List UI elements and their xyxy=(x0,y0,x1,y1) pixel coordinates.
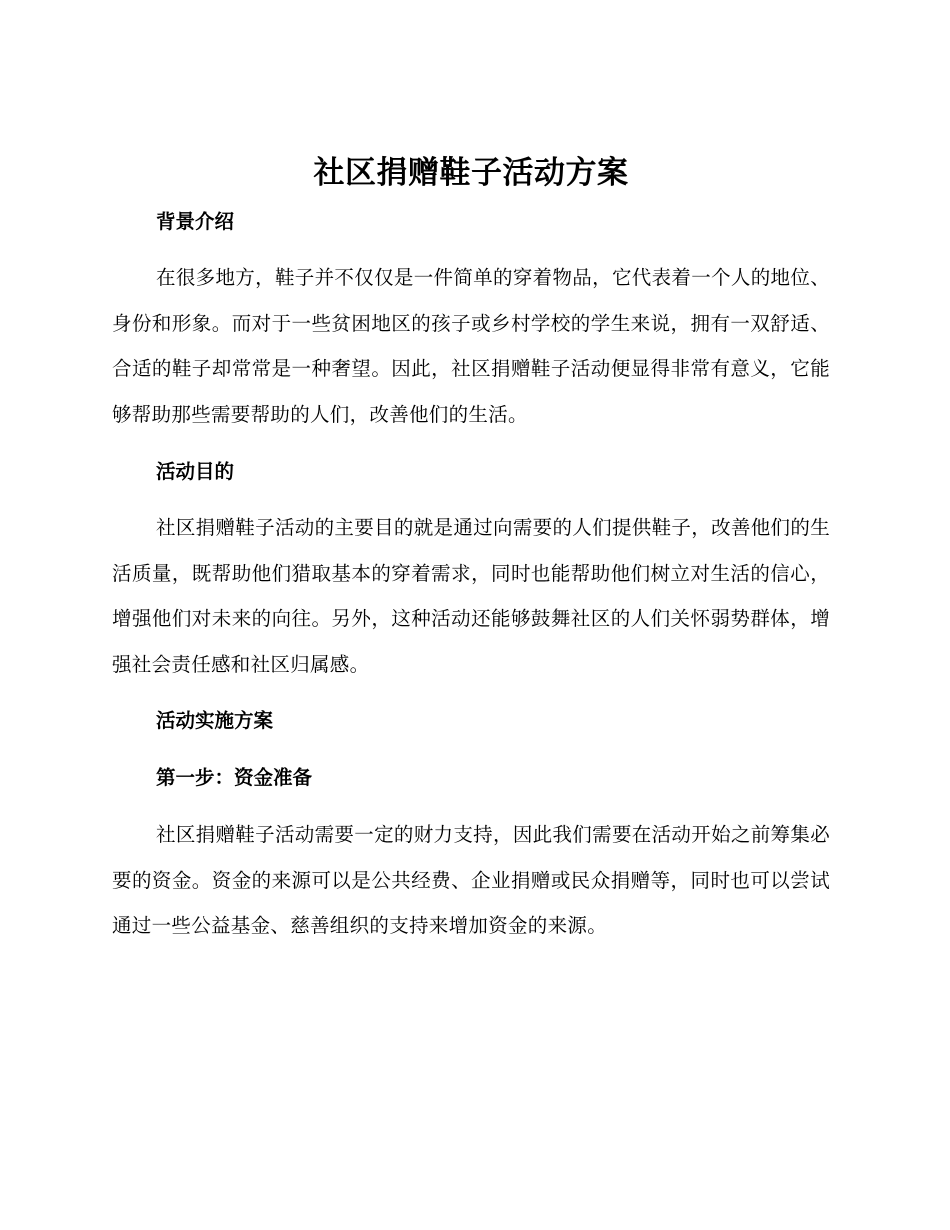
subsection-heading-step1: 第一步：资金准备 xyxy=(156,766,313,789)
paragraph-goal: 社区捐赠鞋子活动的主要目的就是通过向需要的人们提供鞋子，改善他们的生活质量，既帮助他们猎取基本的穿着需求，同时也能帮助他们树立对生活的信心，增强他们对未来的向往。另外，这种活动还能够鼓舞社区的人们关怀弱势群体，增强社会责任感和社区归属感。 xyxy=(112,516,830,676)
section-heading-plan: 活动实施方案 xyxy=(156,709,274,732)
document-title: 社区捐赠鞋子活动方案 xyxy=(313,155,629,191)
paragraph-step1: 社区捐赠鞋子活动需要一定的财力支持，因此我们需要在活动开始之前筹集必要的资金。资金的来源可以是公共经费、企业捐赠或民众捐赠等，同时也可以尝试通过一些公益基金、慈善组织的支持来增加资金的来源。 xyxy=(112,823,830,937)
paragraph-background: 在很多地方，鞋子并不仅仅是一件简单的穿着物品，它代表着一个人的地位、身份和形象。而对于一些贫困地区的孩子或乡村学校的学生来说，拥有一双舒适、合适的鞋子却常常是一种奢望。因此，社区捐赠鞋子活动便显得非常有意义，它能够帮助那些需要帮助的人们，改善他们的生活。 xyxy=(112,266,830,426)
section-heading-goal: 活动目的 xyxy=(156,460,235,483)
section-heading-background: 背景介绍 xyxy=(156,210,235,233)
